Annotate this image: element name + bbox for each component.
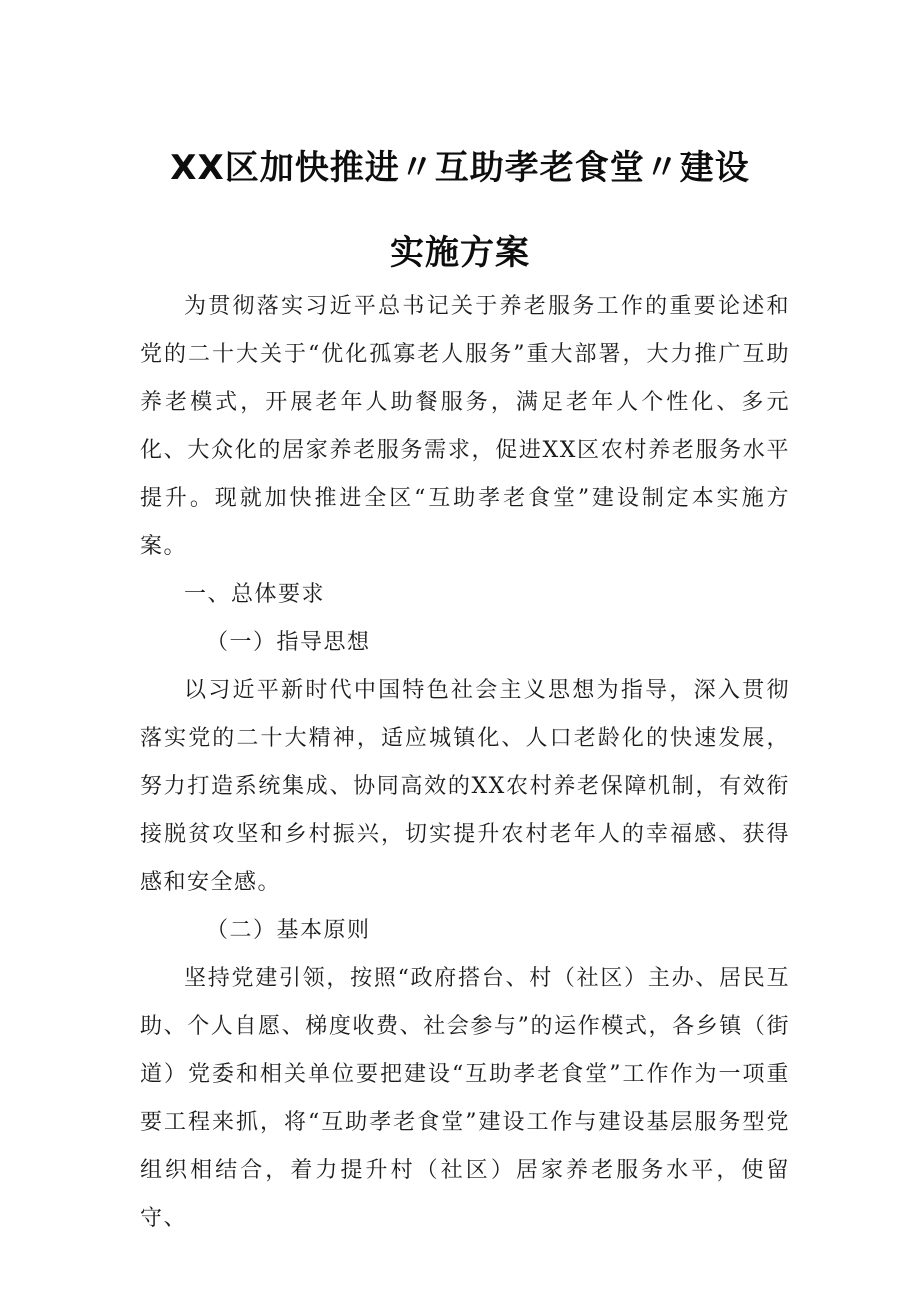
document-body [140, 283, 790, 1243]
subsection-heading-guiding-ideology: （一）指导思想 [206, 630, 371, 655]
document-title-line2: 实施方案 [390, 233, 530, 273]
section-heading-general-requirements: 一、总体要求 [184, 582, 326, 607]
basic-principles-paragraph: 坚持党建引领，按照“政府搭台、村（社区）主办、居民互助、个人自愿、梯度收费、社会参与”的运作模式，各乡镇（街道）党委和相关单位要把建设“互助孝老食堂”工作作为一项重要工程来抓，将“互助孝老食堂”建设工作与建设基层服务型党组织相结合，着力提升村（社区）居家养老服务水平，使留守、 [140, 966, 790, 1231]
intro-paragraph: 为贯彻落实习近平总书记关于养老服务工作的重要论述和党的二十大关于“优化孤寡老人服务”重大部署，大力推广互助养老模式，开展老年人助餐服务，满足老年人个性化、多元化、大众化的居家养老服务需求，促进XX区农村养老服务水平提升。现就加快推进全区“互助孝老食堂”建设制定本实施方案。 [140, 294, 790, 559]
guiding-ideology-paragraph: 以习近平新时代中国特色社会主义思想为指导，深入贯彻落实党的二十大精神，适应城镇化、人口老龄化的快速发展，努力打造系统集成、协同高效的XX农村养老保障机制，有效衔接脱贫攻坚和乡村振兴，切实提升农村老年人的幸福感、获得感和安全感。 [140, 678, 790, 895]
subsection-heading-basic-principles: （二）基本原则 [206, 918, 371, 943]
document-title-line1: XX区加快推进〃互助孝老食堂〃建设 [170, 148, 750, 188]
